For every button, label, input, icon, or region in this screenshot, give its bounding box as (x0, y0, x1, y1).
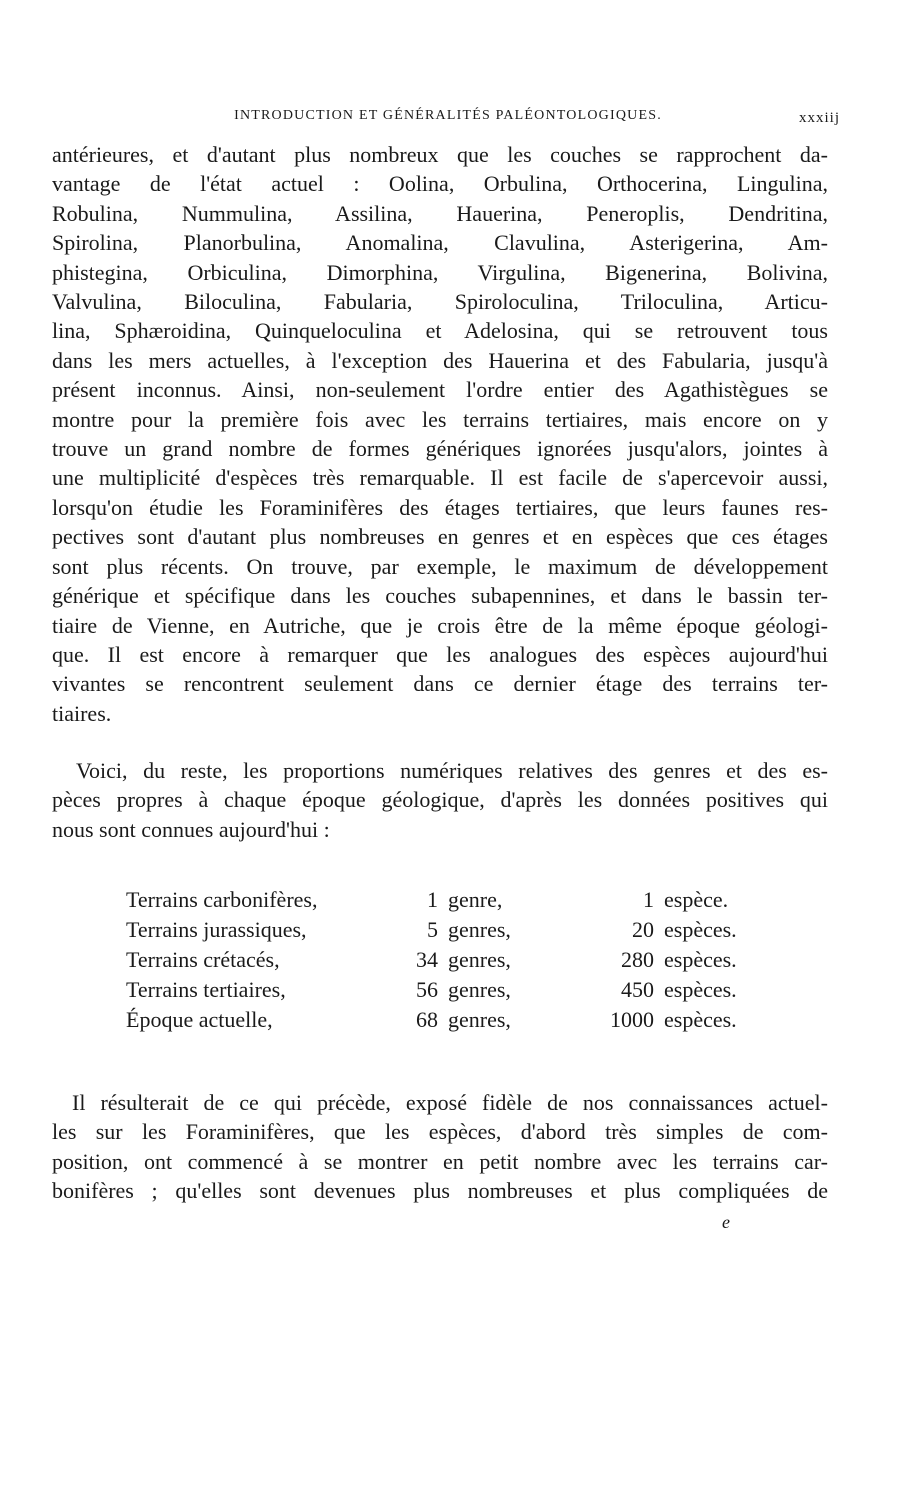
table-row (126, 975, 766, 1005)
text-line: trouve un grand nombre de formes génériques ignorées jusqu'alors, jointes à (52, 436, 828, 462)
text-line: présent inconnus. Ainsi, non-seulement l'ordre entier des Agathistègues se (52, 377, 828, 403)
genera-count: 34 (416, 947, 438, 972)
genera-count: 5 (427, 917, 438, 942)
table-row (126, 945, 766, 975)
text-line: que. Il est encore à remarquer que les analogues des espèces aujourd'hui (52, 641, 828, 667)
paragraph-conclusion (52, 1088, 828, 1206)
proportions-table (126, 885, 766, 1035)
signature-mark: e (722, 1212, 730, 1232)
species-word: espèces. (664, 977, 737, 1002)
paragraph-proportions-intro (52, 756, 828, 844)
text-line: Il résulterait de ce qui précède, exposé fidèle de nos connaissances actuel- (72, 1090, 828, 1115)
genera-count: 68 (416, 1007, 438, 1032)
species-count: 280 (621, 947, 654, 972)
genera-count: 1 (427, 887, 438, 912)
text-line: position, ont commencé à se montrer en petit nombre avec les terrains car- (52, 1148, 828, 1174)
era-label: Époque actuelle, (126, 1007, 273, 1032)
text-line: phistegina, Orbiculina, Dimorphina, Virgulina, Bigenerina, Bolivina, (52, 259, 828, 285)
genera-word: genre, (448, 887, 503, 912)
text-line: nous sont connues aujourd'hui : (52, 816, 330, 842)
text-line: sont plus récents. On trouve, par exemple, le maximum de développement (52, 553, 828, 579)
species-word: espèces. (664, 1007, 737, 1032)
table-row (126, 885, 766, 915)
text-line: vantage de l'état actuel : Oolina, Orbulina, Orthocerina, Lingulina, (52, 171, 828, 197)
text-line: dans les mers actuelles, à l'exception des Hauerina et des Fabularia, jusqu'à (52, 347, 828, 373)
genera-word: genres, (448, 917, 511, 942)
text-line: les sur les Foraminifères, que les espèces, d'abord très simples de com- (52, 1119, 828, 1145)
text-line: montre pour la première fois avec les terrains tertiaires, mais encore on y (52, 406, 828, 432)
species-word: espèce. (664, 887, 729, 912)
running-head: INTRODUCTION ET GÉNÉRALITÉS PALÉONTOLOGIQUES. (234, 108, 662, 123)
page-number: xxxiij (798, 110, 840, 126)
table-row (126, 915, 766, 945)
text-line: pectives sont d'autant plus nombreuses en genres et en espèces que ces étages (52, 524, 828, 550)
genera-count: 56 (416, 977, 438, 1002)
text-line: bonifères ; qu'elles sont devenues plus nombreuses et plus compliquées de (52, 1178, 828, 1204)
species-count: 20 (632, 917, 654, 942)
era-label: Terrains crétacés, (126, 947, 280, 972)
era-label: Terrains jurassiques, (126, 917, 307, 942)
text-line: lorsqu'on étudie les Foraminifères des étages tertiaires, que leurs faunes res- (52, 494, 828, 520)
genera-word: genres, (448, 977, 511, 1002)
text-line: tiaires. (52, 700, 112, 726)
text-line: tiaire de Vienne, en Autriche, que je crois être de la même époque géologi- (52, 612, 828, 638)
text-line: générique et spécifique dans les couches subapennines, et dans le bassin ter- (52, 583, 828, 609)
text-line: pèces propres à chaque époque géologique, d'après les données positives qui (52, 787, 828, 813)
text-line: Spirolina, Planorbulina, Anomalina, Clavulina, Asterigerina, Am- (52, 230, 828, 256)
era-label: Terrains carbonifères, (126, 887, 318, 912)
text-line: antérieures, et d'autant plus nombreux que les couches se rapprochent da- (52, 142, 828, 167)
text-line: Valvulina, Biloculina, Fabularia, Spiroloculina, Triloculina, Articu- (52, 289, 828, 315)
era-label: Terrains tertiaires, (126, 977, 286, 1002)
species-word: espèces. (664, 947, 737, 972)
table-row (126, 1005, 766, 1035)
genera-word: genres, (448, 1007, 511, 1032)
text-line: vivantes se rencontrent seulement dans ce dernier étage des terrains ter- (52, 671, 828, 697)
text-line: lina, Sphæroidina, Quinqueloculina et Adelosina, qui se retrouvent tous (52, 318, 828, 344)
text-line: Voici, du reste, les proportions numériques relatives des genres et des es- (76, 758, 828, 783)
text-line: une multiplicité d'espèces très remarquable. Il est facile de s'apercevoir aussi, (52, 465, 828, 491)
species-count: 450 (621, 977, 654, 1002)
species-count: 1 (643, 887, 654, 912)
text-line: Robulina, Nummulina, Assilina, Hauerina, Peneroplis, Dendritina, (52, 200, 828, 226)
species-word: espèces. (664, 917, 737, 942)
paragraph-genera-list (52, 140, 828, 728)
genera-word: genres, (448, 947, 511, 972)
species-count: 1000 (610, 1007, 654, 1032)
